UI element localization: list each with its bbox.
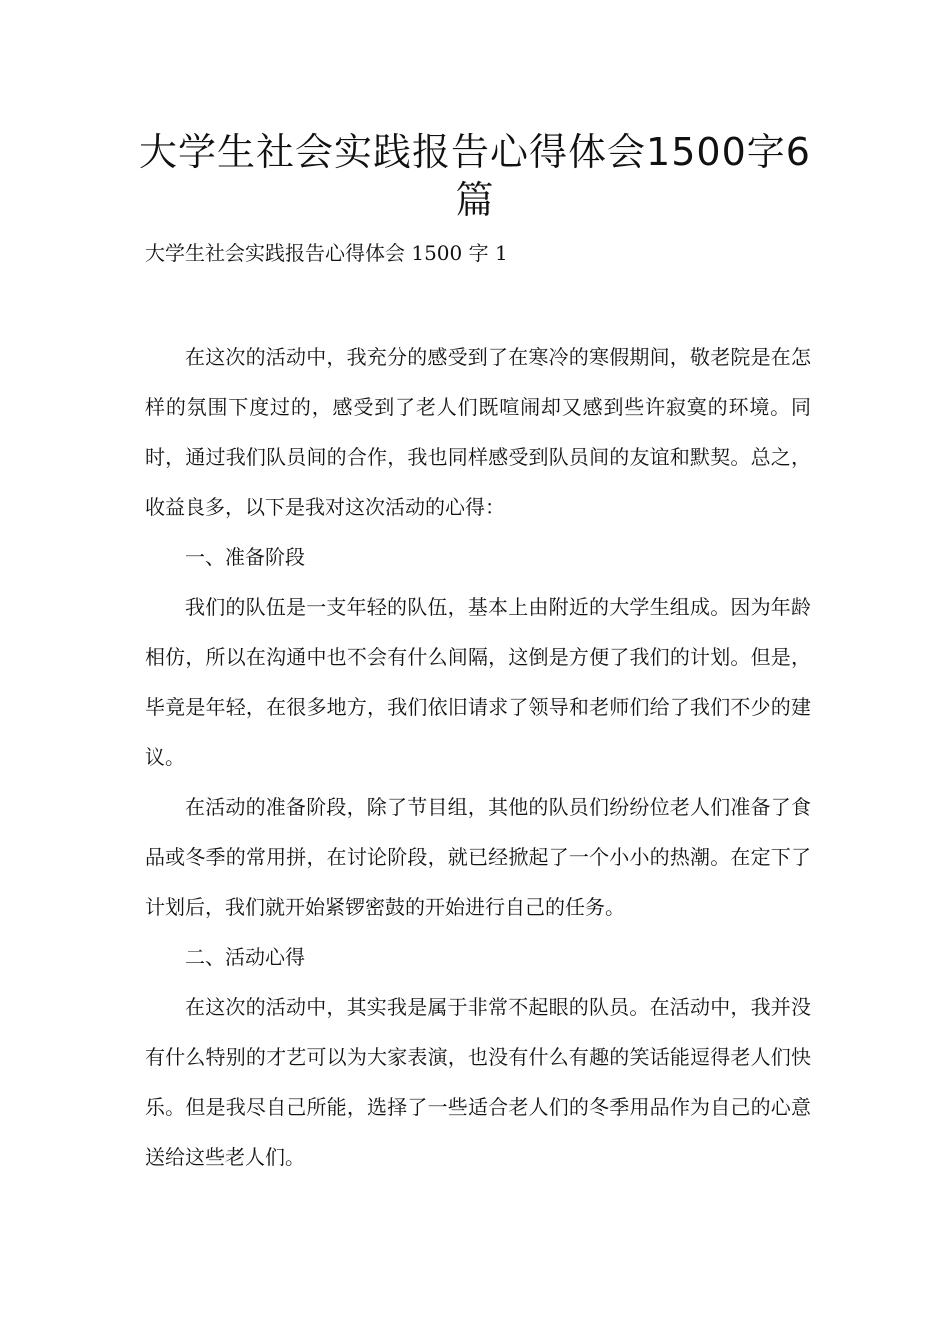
- paragraph-preparation: 在活动的准备阶段，除了节目组，其他的队员们纷纷位老人们准备了食品或冬季的常用拼，在讨论阶段，就已经掀起了一个小小的热潮。在定下了计划后，我们就开始紧锣密鼓的开始进行自己的任务。: [145, 795, 811, 919]
- document-title: 大学生社会实践报告心得体会1500字6篇: [139, 130, 811, 222]
- document-subtitle: 大学生社会实践报告心得体会 1500 字 1: [145, 241, 508, 265]
- section-heading-preparation: 一、准备阶段: [185, 545, 305, 569]
- document-body: [145, 332, 811, 1182]
- paragraph-experience: 在这次的活动中，其实我是属于非常不起眼的队员。在活动中，我并没有什么特别的才艺可以为大家表演，也没有什么有趣的笑话能逗得老人们快乐。但是我尽自己所能，选择了一些适合老人们的冬季用品作为自己的心意送给这些老人们。: [145, 995, 811, 1169]
- section-heading-experience: 二、活动心得: [185, 945, 305, 969]
- paragraph-intro: 在这次的活动中，我充分的感受到了在寒冷的寒假期间，敬老院是在怎样的氛围下度过的，感受到了老人们既喧闹却又感到些许寂寞的环境。同时，通过我们队员间的合作，我也同样感受到队员间的友谊和默契。总之，收益良多，以下是我对这次活动的心得：: [145, 345, 811, 519]
- paragraph-team: 我们的队伍是一支年轻的队伍，基本上由附近的大学生组成。因为年龄相仿，所以在沟通中也不会有什么间隔，这倒是方便了我们的计划。但是，毕竟是年轻，在很多地方，我们依旧请求了领导和老师们给了我们不少的建议。: [145, 595, 811, 769]
